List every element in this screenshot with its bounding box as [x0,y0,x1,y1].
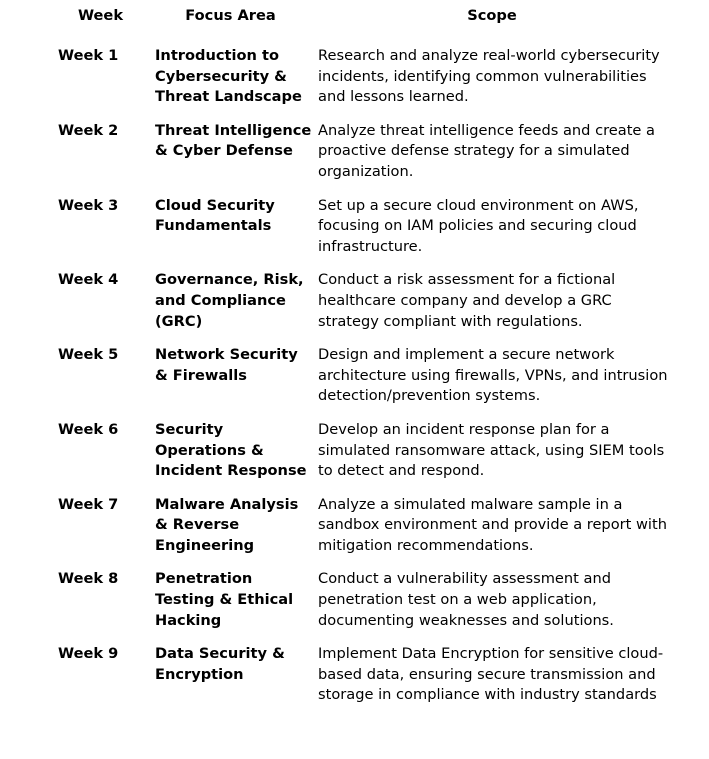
scope-cell: Conduct a vulnerability assessment and penetration test on a web application, documenting weaknesses and solutions. [318,570,614,629]
header-scope: Scope [467,7,517,24]
table-row [52,46,672,121]
week-cell: Week 7 [58,495,119,513]
scope-cell: Analyze threat intelligence feeds and create a proactive defense strategy for a simulated organization. [318,121,655,180]
focus-area-cell: Introduction to Cybersecurity & Threat Landscape [155,47,302,106]
focus-area-cell: Malware Analysis & Reverse Engineering [155,495,299,554]
header-week: Week [77,7,124,24]
table-row [52,495,672,570]
table-body [52,46,672,719]
week-cell: Week 5 [58,346,119,364]
focus-area-cell: Penetration Testing & Ethical Hacking [155,570,294,629]
week-cell: Week 8 [58,570,119,588]
focus-area-cell: Threat Intelligence & Cyber Defense [155,121,312,160]
scope-cell: Conduct a risk assessment for a fictional healthcare company and develop a GRC strategy compliant with regulations. [318,271,616,330]
focus-area-cell: Network Security & Firewalls [155,346,298,384]
scope-cell: Analyze a simulated malware sample in a sandbox environment and provide a report with mitigation recommendations. [318,495,667,554]
table-row [52,270,672,345]
table-header [52,6,672,46]
week-cell: Week 9 [58,645,119,663]
focus-area-cell: Data Security & Encryption [155,645,285,683]
table-row [52,644,672,719]
focus-area-cell: Cloud Security Fundamentals [155,196,275,235]
week-cell: Week 3 [58,196,119,214]
scope-cell: Develop an incident response plan for a simulated ransomware attack, using SIEM tools to detect and respond. [318,420,665,480]
week-cell: Week 6 [58,420,119,438]
scope-cell: Set up a secure cloud environment on AWS, focusing on IAM policies and securing cloud infrastructure. [318,196,639,255]
focus-area-cell: Governance, Risk, and Compliance (GRC) [155,271,304,330]
scope-cell: Implement Data Encryption for sensitive cloud-based data, ensuring secure transmission and storage in compliance with industry standards [318,645,664,704]
week-cell: Week 2 [58,121,119,139]
table-row [52,345,672,420]
table-row [52,420,672,495]
scope-cell: Research and analyze real-world cybersecurity incidents, identifying common vulnerabilities and lessons learned. [318,47,660,106]
week-cell: Week 4 [58,271,119,289]
scope-cell: Design and implement a secure network architecture using firewalls, VPNs, and intrusion detection/prevention systems. [318,346,668,405]
table-row [52,121,672,196]
focus-area-cell: Security Operations & Incident Response [155,420,307,480]
table-row [52,569,672,644]
header-row [52,6,672,46]
table-row [52,196,672,271]
curriculum-table [52,6,672,719]
header-focus-area: Focus Area [185,7,276,24]
week-cell: Week 1 [58,47,119,64]
